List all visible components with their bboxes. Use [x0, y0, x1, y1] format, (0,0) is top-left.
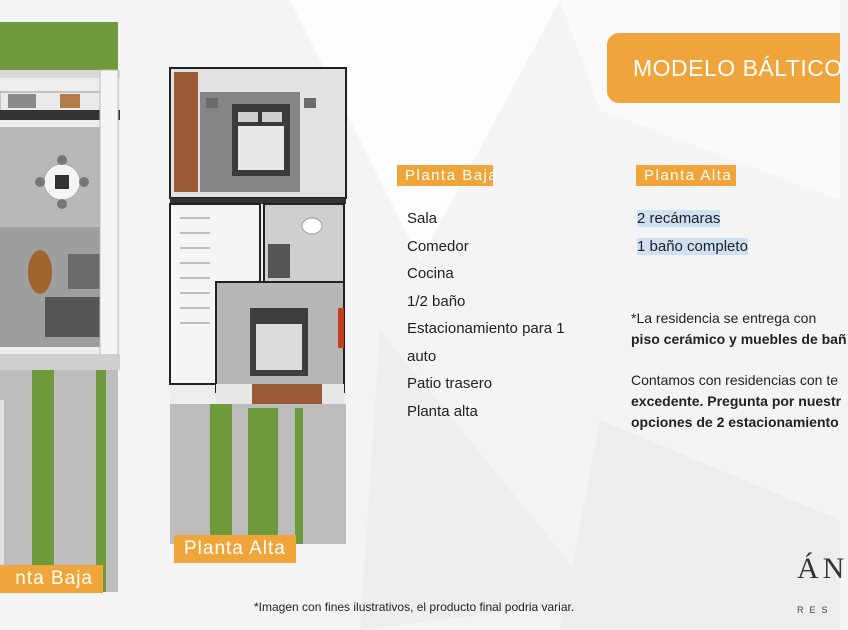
tag-planta-baja: Planta Baja — [397, 165, 493, 186]
list-item: Comedor — [407, 237, 469, 255]
note-line: excedente. Pregunta por nuestr — [631, 393, 842, 409]
floor-plan-planta-alta — [170, 68, 346, 544]
floor-plan-planta-baja — [0, 22, 118, 592]
list-item: auto — [407, 347, 437, 365]
list-item — [637, 233, 837, 261]
highlighted-text: 2 recámaras — [637, 210, 721, 227]
delivery-note — [631, 308, 847, 350]
list-item: Sala — [407, 210, 438, 227]
plan-label-planta-alta: Planta Alta — [174, 535, 296, 563]
disclaimer: *Imagen con fines ilustrativos, el producto final podria variar. — [254, 600, 575, 614]
brand-subtitle: RES — [797, 605, 834, 615]
note-line: Contamos con residencias con te — [631, 372, 838, 388]
list-item: Planta alta — [407, 402, 478, 420]
list-item: Cocina — [407, 265, 454, 282]
list-item: Estacionamiento para 1 — [407, 320, 565, 337]
note-line: *La residencia se entrega con — [631, 310, 817, 326]
model-title-badge — [607, 33, 843, 103]
tag-planta-alta: Planta Alta — [636, 165, 736, 186]
brand-logo: ÁN — [797, 552, 848, 585]
model-title: MODELO BÁLTICO — [633, 55, 843, 81]
list-item: Patio trasero — [407, 375, 493, 392]
planta-alta-features-list — [637, 205, 837, 261]
plan-label-planta-baja: nta Baja — [0, 565, 103, 593]
parking-note — [631, 370, 841, 433]
note-line: opciones de 2 estacionamiento — [631, 414, 839, 430]
highlighted-text: 1 baño completo — [637, 238, 748, 255]
list-item — [637, 205, 837, 233]
note-line: piso cerámico y muebles de bañ — [631, 331, 847, 347]
planta-baja-features-list — [407, 205, 597, 425]
list-item: 1/2 baño — [407, 292, 466, 310]
